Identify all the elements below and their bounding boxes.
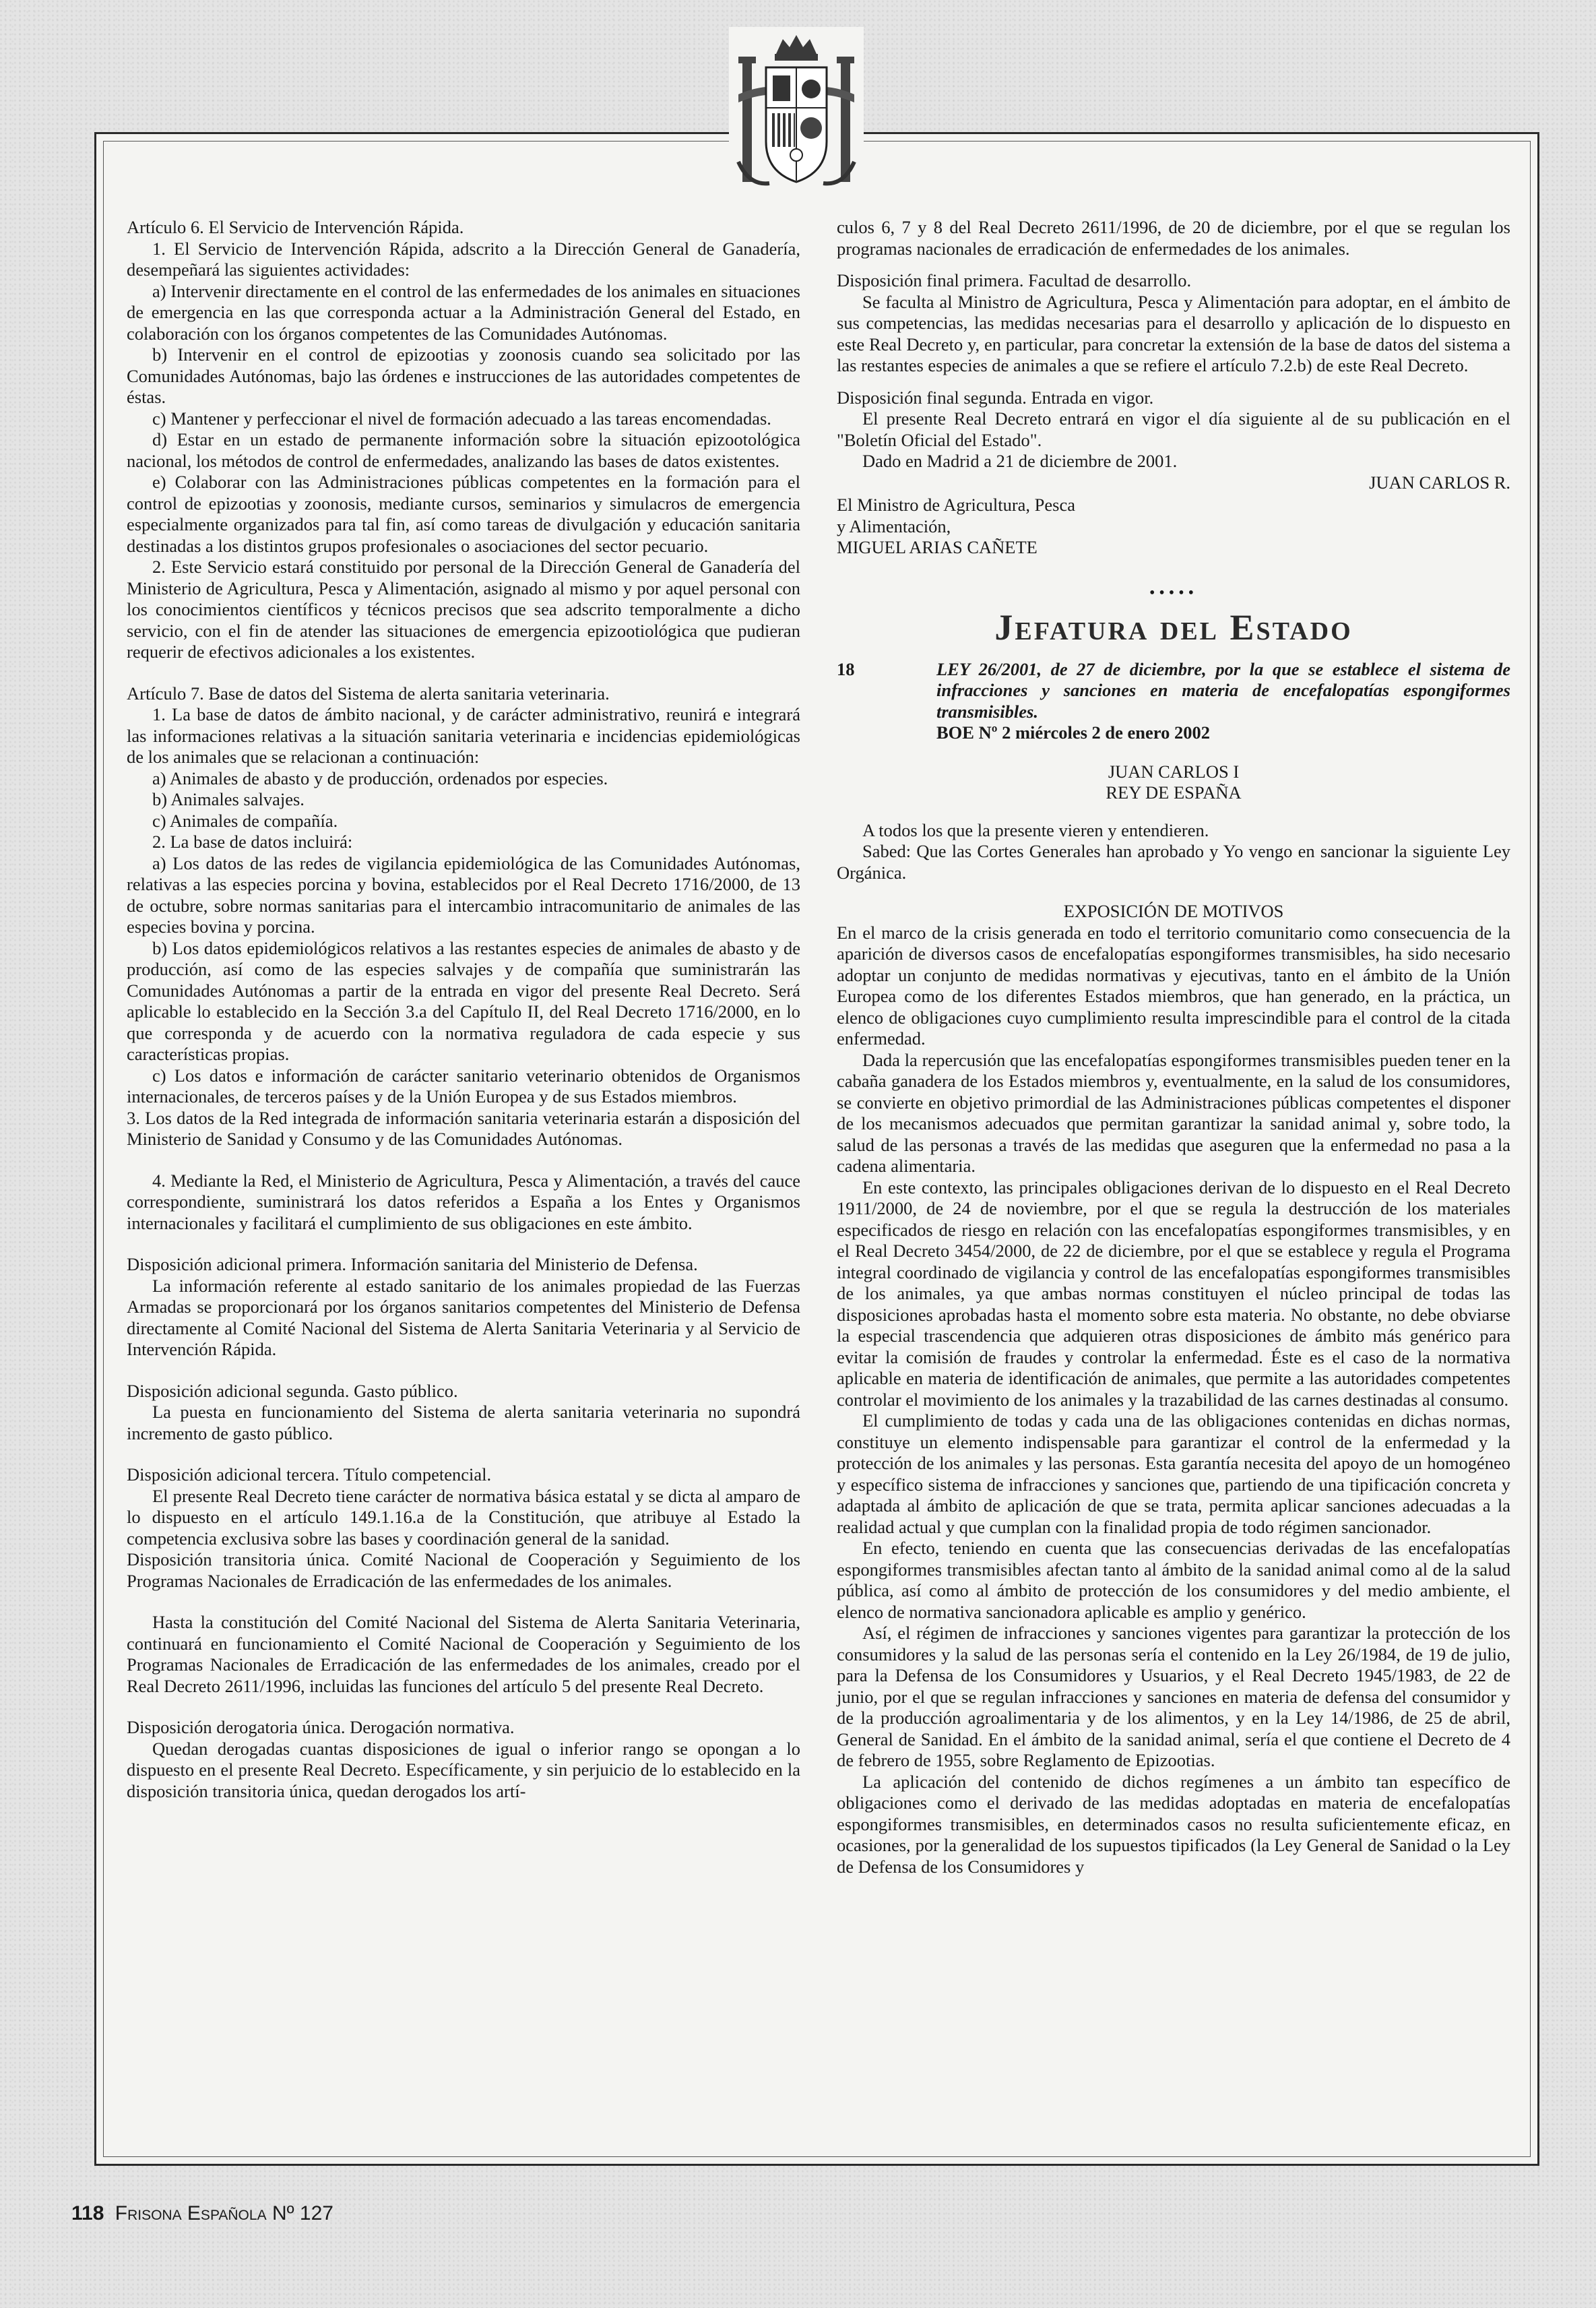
page-footer xyxy=(71,2202,333,2225)
paragraph: 3. Los datos de la Red integrada de información sanitaria veterinaria estarán a disposición del Ministerio de Sanidad y Consumo y de las Comunidades Autónomas. xyxy=(127,1107,800,1149)
paragraph: El cumplimiento de todas y cada una de las obligaciones contenidas en dichas normas, constituye un elemento indispensable para garantizar el control de la enfermedad y la protección de los animales y las personas. Esta garantía necesita del apoyo de un homogéneo y específico sistema de infracciones y sanciones que, partiendo de una tipificación concreta y adaptada al ámbito de aplicación de que se trata, permita aplicar sanciones adecuadas a la realidad actual y que cumplan con la finalidad propia de todo régimen sancionador. xyxy=(837,1410,1510,1537)
paragraph: c) Los datos e información de carácter sanitario veterinario obtenidos de Organismos internacionales, de terceros países y de la Unión Europea y de sus Estados miembros. xyxy=(127,1065,800,1106)
paragraph: Artículo 6. El Servicio de Intervención Rápida. xyxy=(127,217,464,237)
paragraph: a) Intervenir directamente en el control de las enfermedades de los animales en situaciones de emergencia en las que corresponda actuar a la Administración General del Estado, en colaboración con los órganos competentes de las Comunidades Autónomas. xyxy=(127,280,800,344)
signature: JUAN CARLOS R. xyxy=(1369,472,1510,493)
paragraph: En efecto, teniendo en cuenta que las consecuencias derivadas de las encefalopatías espongiformes transmisibles afectan tanto al ámbito de la sanidad animal como al de la salud pública, así como al ámbito de protección de los consumidores y del medio ambiente, el elenco de normativa sancionadora aplicable es amplio y genérico. xyxy=(837,1538,1510,1622)
section-title: Jefatura del Estado xyxy=(994,607,1353,648)
exposicion-title: EXPOSICIÓN DE MOTIVOS xyxy=(1063,901,1284,921)
exposicion-body xyxy=(837,923,1510,1878)
paragraph: La información referente al estado sanitario de los animales propiedad de las Fuerzas Armadas se proporcionará por los órganos sanitarios competentes del Ministerio de Defensa directamente al Comité Nacional del Sistema de Alerta Sanitaria Veterinaria y al Servicio de Intervención Rápida. xyxy=(127,1275,800,1359)
paragraph: b) Los datos epidemiológicos relativos a las restantes especies de animales de abasto y de producción, así como de las especies salvajes y de compañía que suministrarán las Comunidades Autónomas a partir de la entrada en vigor del presente Real Decreto. Será aplicable lo establecido en la Sección 3.a del Capítulo II, del Real Decreto 1716/2000, en lo que corresponda y de acuerdo con la normativa reguladora de cada especie y sus características propias. xyxy=(127,937,800,1064)
magazine-name: Frisona Española xyxy=(115,2202,267,2224)
paragraph: 4. Mediante la Red, el Ministerio de Agricultura, Pesca y Alimentación, a través del cauce correspondiente, suministrará los datos referidos a España a los Entes y Organismos internacionales y facilitará el cumplimiento de sus obligaciones en este ámbito. xyxy=(127,1170,800,1233)
paragraph: 2. Este Servicio estará constituido por personal de la Dirección General de Ganadería del Ministerio de Agricultura, Pesca y Alimentación, asignado al mismo y por aquel personal con los conocimientos científicos y técnicos precisos que sea adscrito temporalmente a dicho servicio, con el fin de atender las situaciones de emergencia epizootiológica que pudieran requerir de efectivos adicionales a los existentes. xyxy=(127,557,800,662)
paragraph: Se faculta al Ministro de Agricultura, Pesca y Alimentación para adoptar, en el ámbito de sus competencias, las medidas necesarias para el desarrollo y aplicación de lo dispuesto en este Real Decreto y, en particular, para concretar la extensión de la base de datos del sistema a las restantes especies de animales a que se refiere el artículo 7.2.b) de este Real Decreto. xyxy=(837,291,1510,375)
preamble-line: Sabed: Que las Cortes Generales han aprobado y Yo vengo en sancionar la siguiente Ley Orgánica. xyxy=(837,841,1510,883)
king-line: REY DE ESPAÑA xyxy=(1106,782,1242,803)
paragraph: b) Intervenir en el control de epizootias y zoonosis cuando sea solicitado por las Comunidades Autónomas, bajo las órdenes e instrucciones de las autoridades competentes de éstas. xyxy=(127,344,800,407)
paragraph: En este contexto, las principales obligaciones derivan de lo dispuesto en el Real Decreto 1911/2000, de 24 de noviembre, por el que se regula la destrucción de los materiales especificados de riesgo en relación con las encefalopatías espongiformes transmisibles, y en el Real Decreto 3454/2000, de 22 de diciembre, por el que se establece y regula el Programa integral coordinado de vigilancia y control de las encefalopatías espongiformes transmisibles de los animales, ya que ambas normas constituyen el núcleo principal de todas las disposiciones aprobadas hasta el momento sobre esta materia. No obstante, no debe obviarse la especial trascendencia que adquieren otras disposiciones de ámbito más genérico para evitar la comisión de fraudes y controlar la enfermedad. Éste es el caso de la normativa aplicable en materia de identificación de animales, que permite a las autoridades competentes controlar el movimiento de los animales y la trazabilidad de las carnes destinadas al consumo. xyxy=(837,1177,1510,1410)
paragraph: Disposición derogatoria única. Derogación normativa. xyxy=(127,1717,515,1737)
paragraph: Disposición adicional tercera. Título competencial. xyxy=(127,1464,492,1485)
paragraph: 1. El Servicio de Intervención Rápida, adscrito a la Dirección General de Ganadería, desempeñará las siguientes actividades: xyxy=(127,238,800,280)
paragraph: Disposición transitoria única. Comité Nacional de Cooperación y Seguimiento de los Programas Nacionales de Erradicación de las enfermedades de los animales. xyxy=(127,1549,800,1591)
minister-block xyxy=(837,495,1510,559)
preamble xyxy=(837,820,1510,884)
paragraph: En el marco de la crisis generada en todo el territorio comunitario como consecuencia de la aparición de diversos casos de encefalopatías espongiformes transmisibles, ha sido necesario adoptar un conjunto de medidas normativas y ejecutivas, tanto en el ámbito de la Unión Europea como de los diferentes Estados miembros, que han generado, en la práctica, un elenco de obligaciones cuyo cumplimiento resulta imprescindible para el control de la citada enfermedad. xyxy=(837,922,1510,1049)
paragraph: a) Los datos de las redes de vigilancia epidemiológica de las Comunidades Autónomas, relativas a las especies porcina y bovina, establecidos por el Real Decreto 1716/2000, de 13 de octubre, sobre normas sanitarias para el intercambio intracomunitario de animales de las especies bovina y porcina. xyxy=(127,852,800,937)
paragraph: culos 6, 7 y 8 del Real Decreto 2611/1996, de 20 de diciembre, por el que se regulan los programas nacionales de erradicación de enfermedades de los animales. xyxy=(837,217,1510,259)
paragraph: 1. La base de datos de ámbito nacional, y de carácter administrativo, reunirá e integrará las informaciones relativas a la situación sanitaria veterinaria e incidencias epidemiológicas de los animales que se relacionan a continuación: xyxy=(127,704,800,767)
paragraph: Disposición adicional segunda. Gasto público. xyxy=(127,1380,458,1401)
paragraph: La aplicación del contenido de dichos regímenes a un ámbito tan específico de obligaciones como el derivado de las medidas adoptadas en materia de encefalopatías espongiformes transmisibles, en determinados casos no resulta suficientemente eficaz, en ocasiones, por la generalidad de los supuestos tipificados (la Ley General de Sanidad o la Ley de Defensa de los Consumidores y xyxy=(837,1771,1510,1877)
minister-line: El Ministro de Agricultura, Pesca xyxy=(837,495,1075,515)
real-decreto-end xyxy=(837,217,1510,472)
paragraph: c) Animales de compañía. xyxy=(152,810,338,831)
paragraph: b) Animales salvajes. xyxy=(152,789,305,809)
paragraph: Artículo 7. Base de datos del Sistema de alerta sanitaria veterinaria. xyxy=(127,683,610,704)
paragraph: c) Mantener y perfeccionar el nivel de formación adecuado a las tareas encomendadas. xyxy=(152,408,771,429)
boe-line: BOE Nº 2 miércoles 2 de enero 2002 xyxy=(936,722,1210,743)
coat-of-arms-icon xyxy=(729,27,864,195)
paragraph: Dada la repercusión que las encefalopatías espongiformes transmisibles pueden tener en la cabaña ganadera de los Estados miembros y, eventualmente, en la salud de los consumidores, se convierte en objetivo primordial de las Administraciones públicas competentes el disponer de los mecanismos adecuados que permitan garantizar la sanidad animal y, sobre todo, la salud de las personas a través de las medidas que aseguren que la enfermedad no pasa a la cadena alimentaria. xyxy=(837,1049,1510,1176)
left-column xyxy=(127,217,800,1802)
paragraph: El presente Real Decreto tiene carácter de normativa básica estatal y se dicta al amparo de lo dispuesto en el artículo 149.1.16.a de la Constitución, que atribuye al Estado la competencia exclusiva sobre las bases y coordinación general de la sanidad. xyxy=(127,1485,800,1549)
paragraph: La puesta en funcionamiento del Sistema de alerta sanitaria veterinaria no supondrá incremento de gasto público. xyxy=(127,1402,800,1443)
right-column xyxy=(837,217,1510,1877)
paragraph: Disposición final segunda. Entrada en vigor. xyxy=(837,387,1154,408)
law-title: LEY 26/2001, de 27 de diciembre, por la que se establece el sistema de infracciones y sanciones en materia de encefalopatías espongiformes transmisibles. xyxy=(936,658,1510,722)
separator: ••••• xyxy=(1149,584,1198,602)
minister-name: MIGUEL ARIAS CAÑETE xyxy=(837,537,1038,557)
minister-line: y Alimentación, xyxy=(837,516,951,536)
paragraph: 2. La base de datos incluirá: xyxy=(152,832,353,852)
page-number: 118 xyxy=(71,2202,104,2224)
king-block xyxy=(837,761,1510,804)
law-heading xyxy=(837,659,1510,723)
issue-number: Nº 127 xyxy=(272,2202,333,2224)
paragraph: Hasta la constitución del Comité Nacional del Sistema de Alerta Sanitaria Veterinaria, continuará en funcionamiento el Comité Nacional de Cooperación y Seguimiento de los Programas Nacionales de Erradicación de las enfermedades de los animales, creado por el Real Decreto 2611/1996, incluidas las funciones del artículo 5 del presente Real Decreto. xyxy=(127,1612,800,1696)
law-number: 18 xyxy=(837,658,855,679)
preamble-line: A todos los que la presente vieren y entendieren. xyxy=(862,819,1209,840)
paragraph: Disposición final primera. Facultad de desarrollo. xyxy=(837,270,1192,290)
paragraph: d) Estar en un estado de permanente información sobre la situación epizootológica nacional, los métodos de control de enfermedades, analizando las bases de datos existentes. xyxy=(127,429,800,471)
paragraph: Así, el régimen de infracciones y sanciones vigentes para garantizar la protección de los consumidores y la salud de las personas sería el contenido en la Ley 26/1984, de 19 de julio, para la Defensa de los Consumidores y Usuarios, y el Real Decreto 1945/1983, de 22 de junio, por el que se regulan infracciones y sanciones en materia de defensa del consumidor y de la producción agroalimentaria y de los alimentos, y en la Ley 14/1986, de 25 de abril, General de Sanidad. En el ámbito de la sanidad animal, sería el que contiene el Decreto de 4 de febrero de 1955, sobre Reglamento de Epizootias. xyxy=(837,1623,1510,1770)
paragraph: Disposición adicional primera. Información sanitaria del Ministerio de Defensa. xyxy=(127,1254,698,1274)
king-line: JUAN CARLOS I xyxy=(1108,761,1240,782)
paragraph: Quedan derogadas cuantas disposiciones de igual o inferior rango se opongan a lo dispuesto en el presente Real Decreto. Específicamente, y sin perjuicio de lo establecido en la disposición transitoria única, quedan derogados los artí- xyxy=(127,1738,800,1801)
paragraph: a) Animales de abasto y de producción, ordenados por especies. xyxy=(152,768,608,788)
paragraph: e) Colaborar con las Administraciones públicas competentes en la formación para el control de epizootias y zoonosis, mediante cursos, seminarios y simulacros de emergencia especialmente organizados para tal fin, así como tareas de divulgación y educación sanitaria destinadas a los distintos grupos profesionales o asociaciones del sector pecuario. xyxy=(127,472,800,556)
paragraph: Dado en Madrid a 21 de diciembre de 2001. xyxy=(862,451,1178,471)
paragraph: El presente Real Decreto entrará en vigor el día siguiente al de su publicación en el "Boletín Oficial del Estado". xyxy=(837,408,1510,450)
